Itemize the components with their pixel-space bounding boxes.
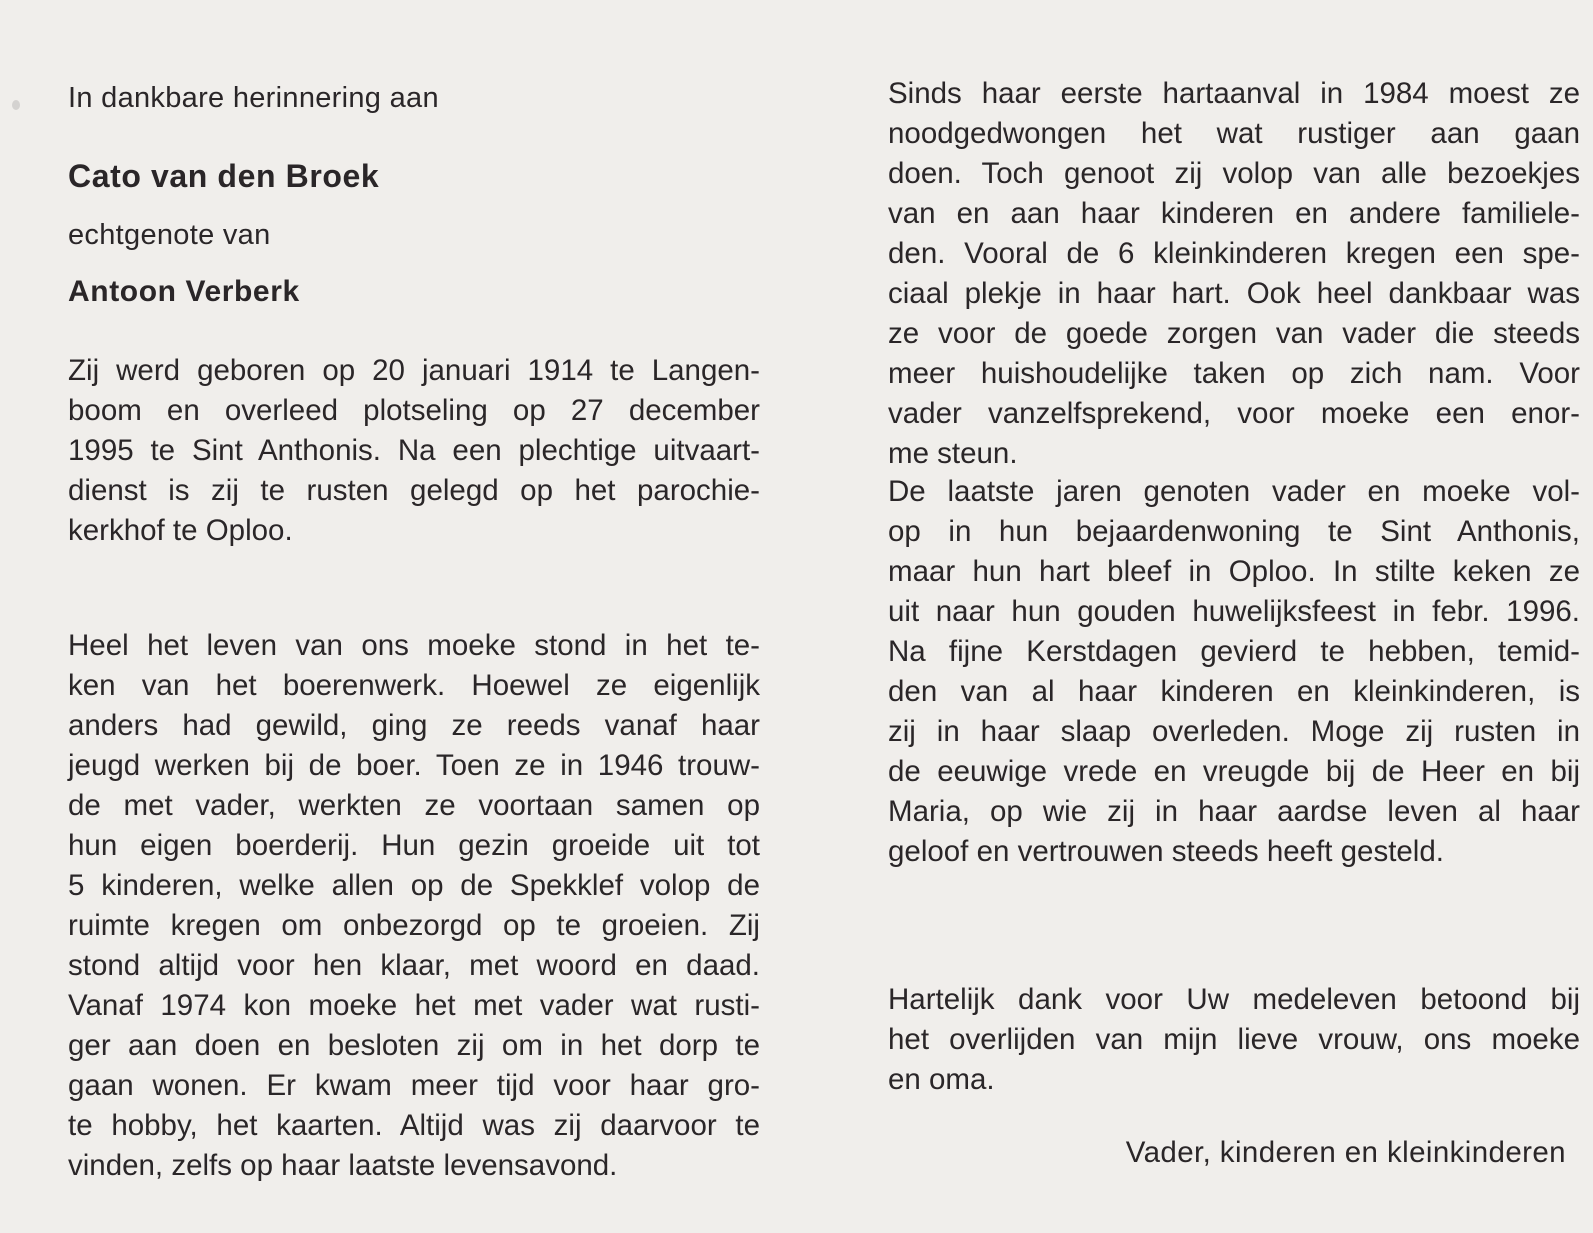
text-line: stond altijd voor hen klaar, met woord en daad. [68, 949, 760, 982]
text-line: kerkhof te Oploo. [68, 514, 293, 547]
text-line: den van al haar kinderen en kleinkinderen, is [888, 675, 1580, 708]
text-line: gaan wonen. Er kwam meer tijd voor haar gro- [68, 1069, 760, 1102]
text-line: Maria, op wie zij in haar aardse leven al haar [888, 795, 1580, 828]
text-line: 1995 te Sint Anthonis. Na een plechtige uitvaart- [68, 434, 760, 467]
text-line: en oma. [888, 1063, 995, 1096]
text-line: de met vader, werkten ze voortaan samen op [68, 789, 760, 822]
text-line: noodgedwongen het wat rustiger aan gaan [888, 117, 1580, 150]
text-line: me steun. [888, 437, 1018, 470]
text-line: Vanaf 1974 kon moeke het met vader wat rusti- [68, 989, 760, 1022]
text-line: doen. Toch genoot zij volop van alle bezoekjes [888, 157, 1580, 190]
text-line: ciaal plekje in haar hart. Ook heel dankbaar was [888, 277, 1580, 310]
text-line: jeugd werken bij de boer. Toen ze in 1946 trouw- [68, 749, 760, 782]
text-line: ze voor de goede zorgen van vader die steeds [888, 317, 1580, 350]
text-line: ger aan doen en besloten zij om in het dorp te [68, 1029, 760, 1062]
intro-text: In dankbare herinnering aan [68, 82, 439, 114]
text-line: te hobby, het kaarten. Altijd was zij daarvoor te [68, 1109, 760, 1142]
text-line: 5 kinderen, welke allen op de Spekklef volop de [68, 869, 760, 902]
text-line: hun eigen boerderij. Hun gezin groeide uit tot [68, 829, 760, 862]
text-line: ken van het boerenwerk. Hoewel ze eigenlijk [68, 669, 760, 702]
spouse-name: Antoon Verberk [68, 275, 300, 308]
signature-line: Vader, kinderen en kleinkinderen [1125, 1136, 1566, 1169]
text-line: boom en overleed plotseling op 27 december [68, 394, 760, 427]
text-line: de eeuwige vrede en vreugde bij de Heer en bij [888, 755, 1580, 788]
birth-paragraph [68, 351, 760, 551]
text-line: geloof en vertrouwen steeds heeft gesteld. [888, 835, 1444, 868]
text-line: Heel het leven van ons moeke stond in het te- [68, 629, 760, 662]
text-line: Hartelijk dank voor Uw medeleven betoond bij [888, 983, 1580, 1016]
text-line: De laatste jaren genoten vader en moeke vol- [888, 475, 1580, 508]
deceased-name: Cato van den Broek [68, 158, 380, 194]
text-line: Sinds haar eerste hartaanval in 1984 moest ze [888, 77, 1580, 110]
text-line: den. Vooral de 6 kleinkinderen kregen een spe- [888, 237, 1580, 270]
thanks-paragraph [888, 980, 1580, 1100]
text-line: ruimte kregen om onbezorgd op te groeien. Zij [68, 909, 760, 942]
text-line: uit naar hun gouden huwelijksfeest in febr. 1996. [888, 595, 1580, 628]
paper-speck [12, 100, 20, 110]
text-line: anders had gewild, ging ze reeds vanaf haar [68, 709, 760, 742]
text-line: meer huishoudelijke taken op zich nam. Voor [888, 357, 1580, 390]
text-line: zij in haar slaap overleden. Moge zij rusten in [888, 715, 1580, 748]
life-paragraph [68, 626, 760, 1186]
text-line: Na fijne Kerstdagen gevierd te hebben, temid- [888, 635, 1580, 668]
text-line: vinden, zelfs op haar laatste levensavond. [68, 1149, 618, 1182]
text-line: van en aan haar kinderen en andere familiele- [888, 197, 1580, 230]
text-line: Zij werd geboren op 20 januari 1914 te Langen- [68, 354, 760, 387]
relation-text: echtgenote van [68, 219, 271, 251]
late-years-paragraph [888, 472, 1580, 872]
text-line: het overlijden van mijn lieve vrouw, ons moeke [888, 1023, 1580, 1056]
text-line: maar hun hart bleef in Oploo. In stilte keken ze [888, 555, 1580, 588]
text-line: dienst is zij te rusten gelegd op het parochie- [68, 474, 760, 507]
text-line: op in hun bejaardenwoning te Sint Anthonis, [888, 515, 1580, 548]
heart-paragraph [888, 74, 1580, 474]
text-line: vader vanzelfsprekend, voor moeke een enor- [888, 397, 1580, 430]
